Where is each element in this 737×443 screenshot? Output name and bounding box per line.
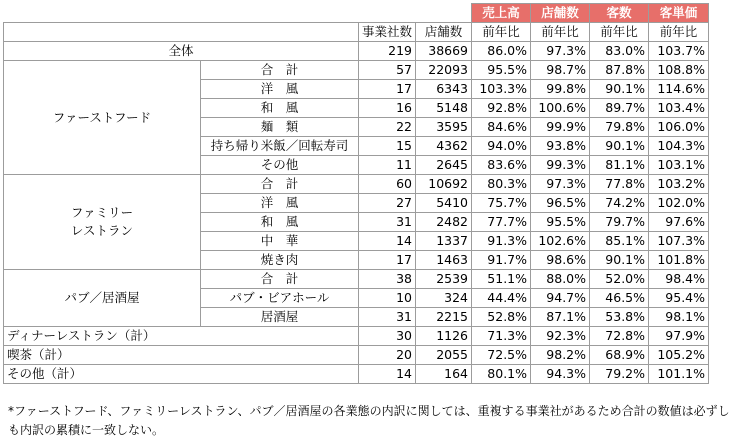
cell: 74.2% (590, 194, 649, 213)
row-label: 喫茶（計） (4, 346, 359, 365)
cell: 2482 (416, 213, 472, 232)
cell: 51.1% (472, 270, 531, 289)
table-row (4, 346, 709, 365)
cell: 71.3% (472, 327, 531, 346)
cell: 93.8% (531, 137, 590, 156)
cell: 101.1% (649, 365, 709, 384)
table-row (4, 61, 709, 80)
header-stores: 店舗数 (531, 4, 590, 23)
cell: 94.7% (531, 289, 590, 308)
cell: 80.1% (472, 365, 531, 384)
cell: 2215 (416, 308, 472, 327)
header-companies: 事業社数 (359, 23, 416, 42)
cell: 11 (359, 156, 416, 175)
group-label-line: レストラン (70, 223, 134, 238)
sub-label: 洋 風 (201, 194, 359, 213)
cell: 83.6% (472, 156, 531, 175)
sub-label: パブ・ビアホール (201, 289, 359, 308)
cell: 80.3% (472, 175, 531, 194)
header-sales: 売上高 (472, 4, 531, 23)
cell: 94.3% (531, 365, 590, 384)
header-yoy: 前年比 (649, 23, 709, 42)
group-label-family (4, 175, 201, 270)
cell: 97.6% (649, 213, 709, 232)
cell: 52.8% (472, 308, 531, 327)
row-label: その他（計） (4, 365, 359, 384)
cell: 91.7% (472, 251, 531, 270)
cell: 75.7% (472, 194, 531, 213)
sub-label: 合 計 (201, 175, 359, 194)
cell: 98.6% (531, 251, 590, 270)
row-label: 全体 (4, 42, 359, 61)
sub-label: 和 風 (201, 99, 359, 118)
header-customers: 客数 (590, 4, 649, 23)
cell: 31 (359, 308, 416, 327)
cell: 30 (359, 327, 416, 346)
cell: 98.2% (531, 346, 590, 365)
sub-label: 合 計 (201, 270, 359, 289)
cell: 97.3% (531, 42, 590, 61)
sub-label: その他 (201, 156, 359, 175)
cell: 1126 (416, 327, 472, 346)
cell: 10692 (416, 175, 472, 194)
sub-label: 居酒屋 (201, 308, 359, 327)
group-label-pub: パブ／居酒屋 (4, 270, 201, 327)
cell: 38 (359, 270, 416, 289)
cell: 99.3% (531, 156, 590, 175)
sub-label: 洋 風 (201, 80, 359, 99)
header-row-top (4, 4, 709, 23)
cell: 91.3% (472, 232, 531, 251)
cell: 3595 (416, 118, 472, 137)
sales-table (3, 3, 709, 384)
cell: 106.0% (649, 118, 709, 137)
cell: 103.1% (649, 156, 709, 175)
cell: 94.0% (472, 137, 531, 156)
sub-label: 中 華 (201, 232, 359, 251)
table-row (4, 175, 709, 194)
cell: 20 (359, 346, 416, 365)
cell: 85.1% (590, 232, 649, 251)
cell: 104.3% (649, 137, 709, 156)
cell: 16 (359, 99, 416, 118)
cell: 102.0% (649, 194, 709, 213)
sub-label: 焼き肉 (201, 251, 359, 270)
cell: 2645 (416, 156, 472, 175)
cell: 87.8% (590, 61, 649, 80)
cell: 17 (359, 251, 416, 270)
group-label-line: ファミリー (70, 205, 134, 220)
cell: 52.0% (590, 270, 649, 289)
cell: 68.9% (590, 346, 649, 365)
table-row (4, 327, 709, 346)
cell: 219 (359, 42, 416, 61)
sub-label: 麺 類 (201, 118, 359, 137)
sub-label: 持ち帰り米飯／回転寿司 (201, 137, 359, 156)
cell: 98.7% (531, 61, 590, 80)
cell: 60 (359, 175, 416, 194)
cell: 99.9% (531, 118, 590, 137)
header-row-second (4, 23, 709, 42)
header-yoy: 前年比 (472, 23, 531, 42)
cell: 2539 (416, 270, 472, 289)
header-yoy: 前年比 (590, 23, 649, 42)
cell: 103.2% (649, 175, 709, 194)
cell: 98.4% (649, 270, 709, 289)
cell: 95.5% (531, 213, 590, 232)
cell: 114.6% (649, 80, 709, 99)
cell: 101.8% (649, 251, 709, 270)
group-label-fastfood: ファーストフード (4, 61, 201, 175)
sub-label: 合 計 (201, 61, 359, 80)
cell: 5148 (416, 99, 472, 118)
header-spend: 客単価 (649, 4, 709, 23)
cell: 79.7% (590, 213, 649, 232)
cell: 90.1% (590, 137, 649, 156)
table-row (4, 270, 709, 289)
cell: 103.3% (472, 80, 531, 99)
cell: 57 (359, 61, 416, 80)
cell: 105.2% (649, 346, 709, 365)
cell: 97.9% (649, 327, 709, 346)
cell: 17 (359, 80, 416, 99)
cell: 31 (359, 213, 416, 232)
cell: 88.0% (531, 270, 590, 289)
cell: 14 (359, 365, 416, 384)
cell: 81.1% (590, 156, 649, 175)
header-yoy: 前年比 (531, 23, 590, 42)
table-row (4, 365, 709, 384)
cell: 2055 (416, 346, 472, 365)
cell: 83.0% (590, 42, 649, 61)
cell: 72.8% (590, 327, 649, 346)
cell: 95.4% (649, 289, 709, 308)
cell: 15 (359, 137, 416, 156)
cell: 92.3% (531, 327, 590, 346)
cell: 108.8% (649, 61, 709, 80)
cell: 79.8% (590, 118, 649, 137)
cell: 86.0% (472, 42, 531, 61)
row-label: ディナーレストラン（計） (4, 327, 359, 346)
cell: 14 (359, 232, 416, 251)
header-store-count: 店舗数 (416, 23, 472, 42)
cell: 103.4% (649, 99, 709, 118)
table-row-total (4, 42, 709, 61)
cell: 5410 (416, 194, 472, 213)
cell: 102.6% (531, 232, 590, 251)
cell: 84.6% (472, 118, 531, 137)
cell: 97.3% (531, 175, 590, 194)
cell: 90.1% (590, 80, 649, 99)
cell: 4362 (416, 137, 472, 156)
cell: 77.8% (590, 175, 649, 194)
cell: 1337 (416, 232, 472, 251)
cell: 98.1% (649, 308, 709, 327)
cell: 6343 (416, 80, 472, 99)
cell: 100.6% (531, 99, 590, 118)
cell: 46.5% (590, 289, 649, 308)
cell: 53.8% (590, 308, 649, 327)
cell: 95.5% (472, 61, 531, 80)
cell: 22093 (416, 61, 472, 80)
cell: 90.1% (590, 251, 649, 270)
cell: 103.7% (649, 42, 709, 61)
cell: 99.8% (531, 80, 590, 99)
cell: 79.2% (590, 365, 649, 384)
cell: 72.5% (472, 346, 531, 365)
cell: 92.8% (472, 99, 531, 118)
cell: 38669 (416, 42, 472, 61)
cell: 87.1% (531, 308, 590, 327)
cell: 22 (359, 118, 416, 137)
cell: 107.3% (649, 232, 709, 251)
cell: 96.5% (531, 194, 590, 213)
cell: 10 (359, 289, 416, 308)
cell: 27 (359, 194, 416, 213)
sub-label: 和 風 (201, 213, 359, 232)
footnote: *ファーストフード、ファミリーレストラン、パブ／居酒屋の各業態の内訳に関しては、重複する事業社があるため合計の数値は必ずしも内訳の累積に一致しない。 (8, 404, 730, 437)
cell: 1463 (416, 251, 472, 270)
cell: 324 (416, 289, 472, 308)
cell: 77.7% (472, 213, 531, 232)
cell: 164 (416, 365, 472, 384)
cell: 44.4% (472, 289, 531, 308)
cell: 89.7% (590, 99, 649, 118)
